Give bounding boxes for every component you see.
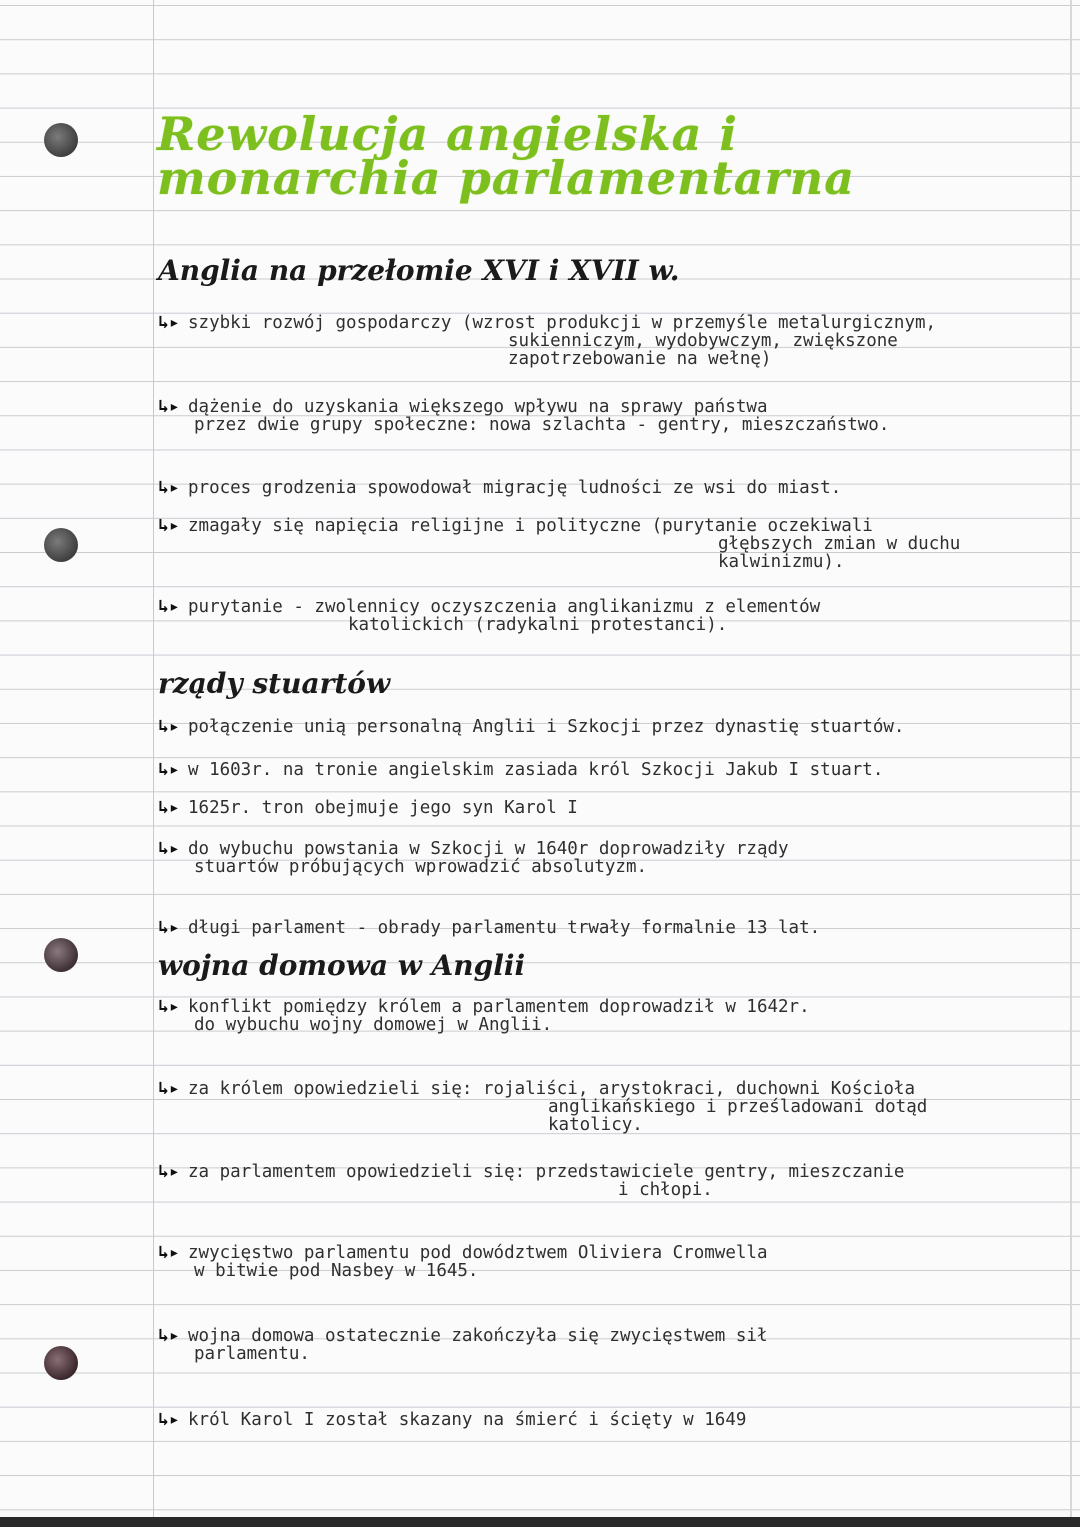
list-item: ↳▸ za królem opowiedzieli się: rojaliści, arystokraci, duchowni Kościoła anglikańskiego i prześladowani dotąd katolicy. xyxy=(158,1078,928,1135)
binder-hole xyxy=(44,938,78,972)
list-item: ↳▸ 1625r. tron obejmuje jego syn Karol I xyxy=(158,797,578,818)
list-item: ↳▸ król Karol I został skazany na śmierć i ścięty w 1649 xyxy=(158,1409,747,1430)
arrow-icon: ↳▸ xyxy=(158,1161,180,1182)
arrow-icon: ↳▸ xyxy=(158,759,180,780)
scan-bottom-edge xyxy=(0,1517,1080,1527)
binder-hole xyxy=(44,1346,78,1380)
page-title: Rewolucja angielska i monarchia parlamentarna xyxy=(157,107,855,205)
section-heading: wojna domowa w Anglii xyxy=(158,949,526,982)
arrow-icon: ↳▸ xyxy=(158,1078,180,1099)
arrow-icon: ↳▸ xyxy=(158,996,180,1017)
list-item: ↳▸ dążenie do uzyskania większego wpływu na sprawy państwa przez dwie grupy społeczne: nowa szlachta - gentry, mieszczaństwo. xyxy=(158,396,890,435)
arrow-icon: ↳▸ xyxy=(158,1325,180,1346)
arrow-icon: ↳▸ xyxy=(158,477,180,498)
page-edge xyxy=(1070,0,1072,1527)
arrow-icon: ↳▸ xyxy=(158,312,180,333)
arrow-icon: ↳▸ xyxy=(158,716,180,737)
arrow-icon: ↳▸ xyxy=(158,838,180,859)
arrow-icon: ↳▸ xyxy=(158,1409,180,1430)
list-item: ↳▸ purytanie - zwolennicy oczyszczenia anglikanizmu z elementów katolickich (radykalni protestanci). xyxy=(158,596,821,635)
binder-hole xyxy=(44,123,78,157)
list-item: ↳▸ konflikt pomiędzy królem a parlamentem doprowadził w 1642r. do wybuchu wojny domowej w Anglii. xyxy=(158,996,810,1035)
margin-line xyxy=(153,0,154,1527)
binder-hole xyxy=(44,528,78,562)
list-item: ↳▸ proces grodzenia spowodował migrację ludności ze wsi do miast. xyxy=(158,477,842,498)
list-item: ↳▸ za parlamentem opowiedzieli się: przedstawiciele gentry, mieszczanie i chłopi. xyxy=(158,1161,905,1200)
list-item: ↳▸ zwycięstwo parlamentu pod dowództwem Oliviera Cromwella w bitwie pod Nasbey w 1645. xyxy=(158,1242,768,1281)
list-item: ↳▸ zmagały się napięcia religijne i polityczne (purytanie oczekiwali głębszych zmian w duchu kalwinizmu). xyxy=(158,515,961,572)
list-item: ↳▸ długi parlament - obrady parlamentu trwały formalnie 13 lat. xyxy=(158,917,821,938)
arrow-icon: ↳▸ xyxy=(158,1242,180,1263)
list-item: ↳▸ wojna domowa ostatecznie zakończyła się zwycięstwem sił parlamentu. xyxy=(158,1325,768,1364)
list-item: ↳▸ w 1603r. na tronie angielskim zasiada król Szkocji Jakub I stuart. xyxy=(158,759,884,780)
list-item: ↳▸ szybki rozwój gospodarczy (wzrost produkcji w przemyśle metalurgicznym, sukienniczym, wydobywczym, zwiększone zapotrzebowanie na wełnę) xyxy=(158,312,937,369)
list-item: ↳▸ połączenie unią personalną Anglii i Szkocji przez dynastię stuartów. xyxy=(158,716,905,737)
arrow-icon: ↳▸ xyxy=(158,596,180,617)
arrow-icon: ↳▸ xyxy=(158,917,180,938)
arrow-icon: ↳▸ xyxy=(158,396,180,417)
arrow-icon: ↳▸ xyxy=(158,515,180,536)
section-heading: rządy stuartów xyxy=(158,667,391,700)
arrow-icon: ↳▸ xyxy=(158,797,180,818)
list-item: ↳▸ do wybuchu powstania w Szkocji w 1640r doprowadziły rządy stuartów próbujących wprowadzić absolutyzm. xyxy=(158,838,789,877)
section-heading: Anglia na przełomie XVI i XVII w. xyxy=(158,254,680,287)
